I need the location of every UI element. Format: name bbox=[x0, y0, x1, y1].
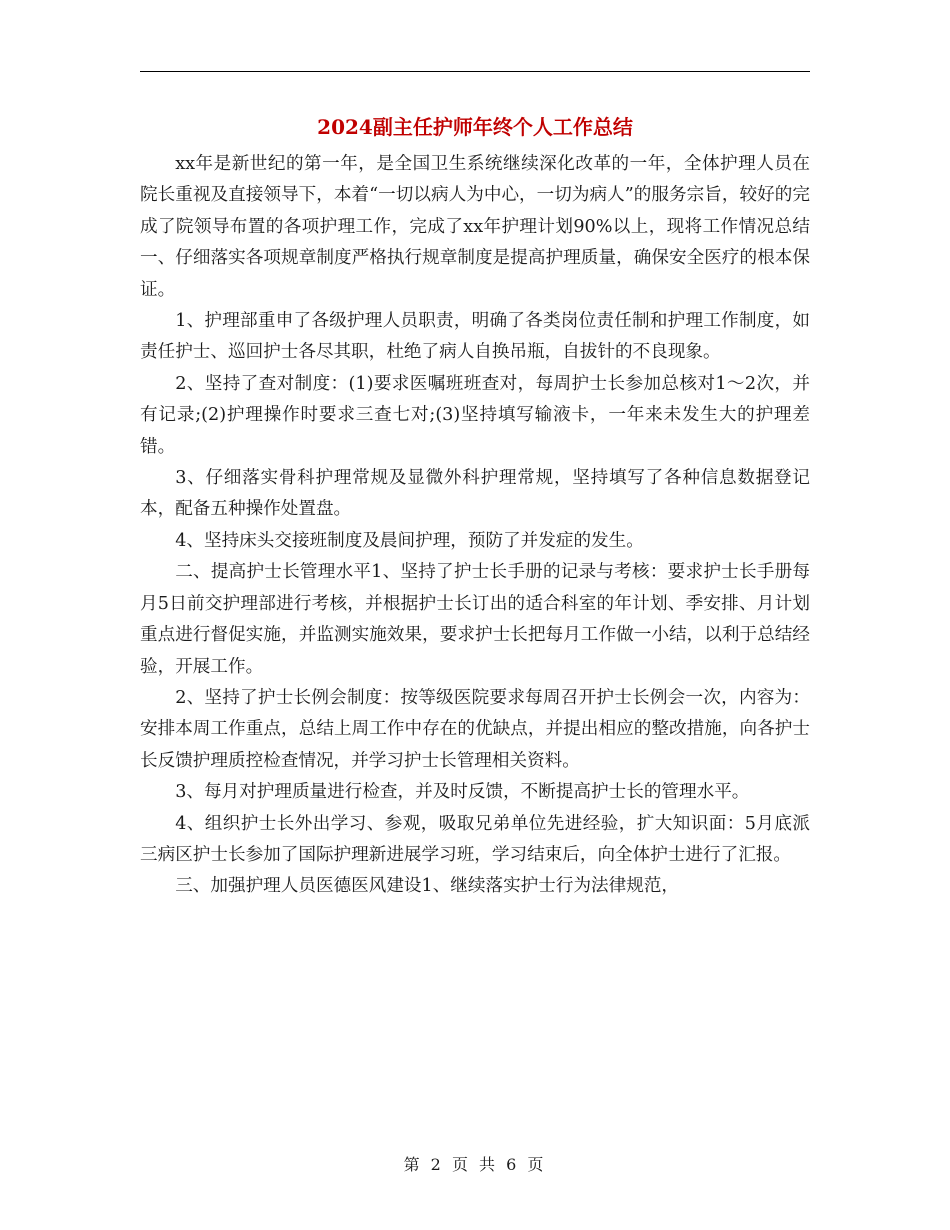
paragraph: 二、提高护士长管理水平1、坚持了护士长手册的记录与考核：要求护士长手册每月5日前交护理部进行考核，并根据护士长订出的适合科室的年计划、季安排、月计划重点进行督促实施，并监测实施效果，要求护士长把每月工作做一小结，以利于总结经验，开展工作。 bbox=[140, 562, 810, 677]
document-title: 2024副主任护师年终个人工作总结 bbox=[317, 115, 633, 139]
page-number-footer: 第 2 页 共 6 页 bbox=[403, 1155, 547, 1174]
paragraph: 3、每月对护理质量进行检查，并及时反馈，不断提高护士长的管理水平。 bbox=[175, 782, 750, 803]
paragraph: 4、组织护士长外出学习、参观，吸取兄弟单位先进经验，扩大知识面：5月底派三病区护士长参加了国际护理新进展学习班，学习结束后，向全体护士进行了汇报。 bbox=[140, 813, 810, 865]
paragraph: 三、加强护理人员医德医风建设1、继续落实护士行为法律规范， bbox=[175, 876, 680, 897]
paragraph: 4、坚持床头交接班制度及晨间护理，预防了并发症的发生。 bbox=[175, 530, 644, 551]
paragraph: xx年是新世纪的第一年，是全国卫生系统继续深化改革的一年，全体护理人员在院长重视及直接领导下，本着“一切以病人为中心，一切为病人”的服务宗旨，较好的完成了院领导布置的各项护理工作，完成了xx年护理计划90%以上，现将工作情况总结一、仔细落实各项规章制度严格执行规章制度是提高护理质量，确保安全医疗的根本保证。 bbox=[140, 154, 810, 300]
paragraph: 2、坚持了护士长例会制度：按等级医院要求每周召开护士长例会一次，内容为：安排本周工作重点，总结上周工作中存在的优缺点，并提出相应的整改措施，向各护士长反馈护理质控检查情况，并学习护士长管理相关资料。 bbox=[140, 687, 810, 771]
paragraph: 3、仔细落实骨科护理常规及显微外科护理常规，坚持填写了各种信息数据登记本，配备五种操作处置盘。 bbox=[140, 468, 810, 520]
header-rule bbox=[140, 71, 810, 72]
document-body bbox=[140, 149, 810, 903]
paragraph: 2、坚持了查对制度：(1)要求医嘱班班查对，每周护士长参加总核对1～2次，并有记录;(2)护理操作时要求三查七对;(3)坚持填写输液卡，一年来未发生大的护理差错。 bbox=[140, 373, 810, 457]
paragraph: 1、护理部重申了各级护理人员职责，明确了各类岗位责任制和护理工作制度，如责任护士、巡回护士各尽其职，杜绝了病人自换吊瓶，自拔针的不良现象。 bbox=[140, 311, 810, 363]
